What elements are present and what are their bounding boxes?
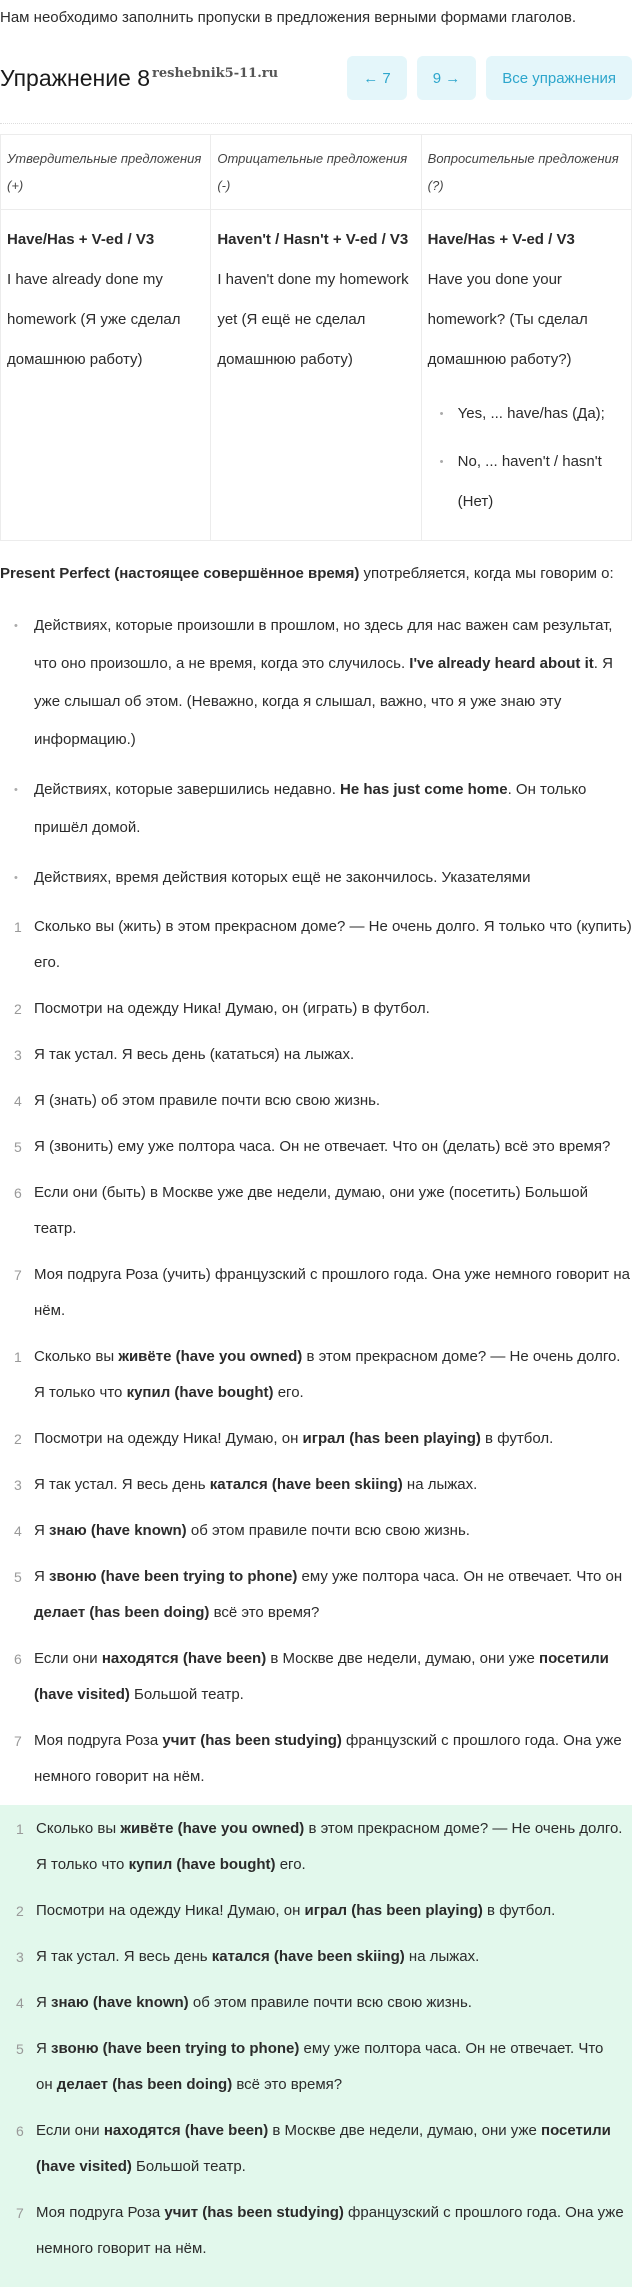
answer-verb: звоню (have been trying to phone) [49,1568,298,1585]
answer-item [0,1641,632,1713]
answer-text: ему уже полтора часа. Он не отвечает. Что он [36,2040,604,2093]
bullet-text: . Я уже слышал об этом. (Неважно, когда я слышал, важно, что я уже знаю эту информацию.) [34,655,613,748]
answer-text: его. [275,1856,306,1873]
task-text: Моя подруга Роза (учить) французский с прошлого года. Она уже немного говорит на нём. [34,1266,630,1319]
answer-text: Я так устал. Я весь день [36,1948,212,1965]
item-number: 1 [14,919,22,935]
item-number: 6 [14,1185,22,1201]
theory-bullets [0,607,632,897]
task-text: Сколько вы (жить) в этом прекрасном доме? — Не очень долго. Я только что (купить) его. [34,918,632,971]
answer-list [0,1339,632,1795]
answer-text: в футбол. [480,1430,554,1447]
answer-text: всё это время? [209,1604,320,1621]
answer-verb: знаю (have known) [49,1522,187,1539]
answer-verb: живёте (have you owned) [120,1820,305,1837]
item-number: 7 [14,1733,22,1749]
theory-intro [0,555,632,593]
bullet-text: He has just come home [340,781,508,798]
answer-verb: купил (have bought) [128,1856,276,1873]
header-affirmative: Утвердительные предложения (+) [1,135,211,210]
answer-text: в этом прекрасном доме? — Не очень долго. Я только что [34,1348,621,1401]
theory-bullet [0,607,632,759]
short-answer-yes: • Yes, ... have/has (Да); [428,394,625,434]
item-number: 4 [14,1523,22,1539]
cell-question [421,210,631,541]
task-item [0,1257,632,1329]
answer-item [2,1893,624,1929]
item-number: 1 [16,1821,24,1837]
header-question: Вопросительные предложения (?) [421,135,631,210]
answer-verb: учит (has been studying) [164,2204,344,2221]
task-list [0,909,632,1329]
task-text: Я (знать) об этом правиле почти всю свою жизнь. [34,1092,381,1109]
answer-text: на лыжах. [402,1476,478,1493]
answer-item [2,2195,624,2267]
answer-text: Большой театр. [131,2158,246,2175]
item-number: 1 [14,1349,22,1365]
answer-text: всё это время? [232,2076,343,2093]
formula: Have/Has + V-ed / V3 [7,231,155,248]
exercise-nav [347,56,632,100]
grammar-table [0,134,632,541]
answer-item [0,1421,632,1457]
watermark: reshebnik5-11.ru [152,65,279,81]
answer-text: Я [34,1568,49,1585]
answer-text: Я [36,1994,51,2011]
bullet-text: Действиях, время действия которых ещё не закончилось. Указателями [34,869,531,886]
theory-rest: употребляется, когда мы говорим о: [359,565,614,582]
cell-negative [211,210,421,541]
example: Have you done your homework? (Ты сделал домашнюю работу?) [427,271,588,368]
answer-text: ему уже полтора часа. Он не отвечает. Что он [297,1568,623,1585]
answer-text: в Москве две недели, думаю, они уже [268,2122,542,2139]
task-item [0,1083,632,1119]
answer-text: об этом правиле почти всю свою жизнь. [188,1994,472,2011]
answer-item [0,1339,632,1411]
item-number: 5 [16,2041,24,2057]
item-number: 2 [14,1001,22,1017]
answer-text: Посмотри на одежду Ника! Думаю, он [34,1430,303,1447]
item-number: 6 [14,1651,22,1667]
answer-text: Моя подруга Роза [36,2204,165,2221]
item-number: 2 [14,1431,22,1447]
formula: Have/Has + V-ed / V3 [427,231,575,248]
answer-text: Я [34,1522,49,1539]
short-answer-no: • No, ... haven't / hasn't (Нет) [428,442,625,522]
answer-text: Сколько вы [34,1348,119,1365]
task-item [0,1175,632,1247]
task-text: Я (звонить) ему уже полтора часа. Он не отвечает. Что он (делать) всё это время? [34,1138,611,1155]
item-number: 2 [16,1903,24,1919]
answer-box [0,1805,632,2287]
answer-text: Я [36,2040,51,2057]
answer-verb: звоню (have been trying to phone) [51,2040,300,2057]
answer-verb: живёте (have you owned) [118,1348,303,1365]
item-number: 3 [14,1047,22,1063]
answer-text: его. [273,1384,304,1401]
answer-verb: катался (have been skiing) [211,1948,405,1965]
task-text: Если они (быть) в Москве уже две недели, думаю, они уже (посетить) Большой театр. [34,1184,588,1237]
answer-verb: посетили (have visited) [34,1650,609,1703]
theory-term: Present Perfect (настоящее совершённое время) [0,565,360,582]
item-number: 5 [14,1569,22,1585]
answer-text: французский с прошлого года. Она уже немного говорит на нём. [34,1732,622,1785]
next-exercise-button[interactable]: 9 → [417,56,477,100]
task-text: Я так устал. Я весь день (кататься) на лыжах. [34,1046,355,1063]
answer-item [2,1811,624,1883]
answer-item [2,2031,624,2103]
theory-bullet [0,859,632,897]
answer-text: Моя подруга Роза [34,1732,163,1749]
prev-exercise-button[interactable]: ← 7 [347,56,407,100]
answer-verb: играл (has been playing) [304,1902,483,1919]
answer-verb: играл (has been playing) [302,1430,481,1447]
header-negative: Отрицательные предложения (-) [211,135,421,210]
task-item [0,909,632,981]
page-title-text: Упражнение 8 [0,64,151,91]
task-item [0,1037,632,1073]
divider [0,110,632,124]
page-title [0,65,278,92]
answer-item [0,1723,632,1795]
answer-item [0,1513,632,1549]
answer-text: в футбол. [482,1902,556,1919]
answer-text: об этом правиле почти всю свою жизнь. [186,1522,470,1539]
answer-text: Сколько вы [36,1820,121,1837]
bullet-text: I've already heard about it [409,655,594,672]
answer-item [2,1939,624,1975]
item-number: 4 [16,1995,24,2011]
answer-text: в этом прекрасном доме? — Не очень долго. Я только что [36,1820,623,1873]
answer-verb: делает (has been doing) [34,1604,210,1621]
answer-verb: купил (have bought) [126,1384,274,1401]
theory-bullet [0,771,632,847]
example: I have already done my homework (Я уже сделал домашнюю работу) [7,271,181,368]
answer-verb: катался (have been skiing) [209,1476,403,1493]
task-item [0,991,632,1027]
answer-verb: знаю (have known) [51,1994,189,2011]
answer-verb: посетили (have visited) [36,2122,611,2175]
item-number: 4 [14,1093,22,1109]
item-number: 7 [16,2205,24,2221]
answer-text: французский с прошлого года. Она уже немного говорит на нём. [36,2204,624,2257]
answer-text: Если они [36,2122,104,2139]
task-text: Посмотри на одежду Ника! Думаю, он (играть) в футбол. [34,1000,430,1017]
answer-text: Если они [34,1650,102,1667]
answer-text: Я так устал. Я весь день [34,1476,210,1493]
answer-verb: делает (has been doing) [56,2076,233,2093]
exercise-header [0,46,632,110]
answer-item [0,1467,632,1503]
answer-list-highlighted [2,1811,624,2267]
task-item [0,1129,632,1165]
answer-text: Посмотри на одежду Ника! Думаю, он [36,1902,305,1919]
answer-text: на лыжах. [404,1948,480,1965]
item-number: 6 [16,2123,24,2139]
answer-item [2,1985,624,2021]
formula: Haven't / Hasn't + V-ed / V3 [217,231,409,248]
bullet-text: . Он только пришёл домой. [34,781,587,836]
answer-verb: находятся (have been) [101,1650,267,1667]
answer-item [0,1559,632,1631]
answer-item [2,2113,624,2185]
item-number: 7 [14,1267,22,1283]
item-number: 3 [14,1477,22,1493]
all-exercises-button[interactable]: Все упражнения [486,56,632,100]
example: I haven't done my homework yet (Я ещё не сделал домашнюю работу) [217,271,409,368]
answer-verb: учит (has been studying) [162,1732,342,1749]
intro-text: Нам необходимо заполнить пропуски в предложения верными формами глаголов. [0,9,577,26]
item-number: 5 [14,1139,22,1155]
answer-text: в Москве две недели, думаю, они уже [266,1650,540,1667]
cell-affirmative [1,210,211,541]
bullet-text: Действиях, которые завершились недавно. [34,781,341,798]
answer-text: Большой театр. [129,1686,244,1703]
answer-verb: находятся (have been) [103,2122,269,2139]
bullet-text: Действиях, которые произошли в прошлом, но здесь для нас важен сам результат, что оно произошло, а не время, когда это случилось. [34,617,613,672]
item-number: 3 [16,1949,24,1965]
